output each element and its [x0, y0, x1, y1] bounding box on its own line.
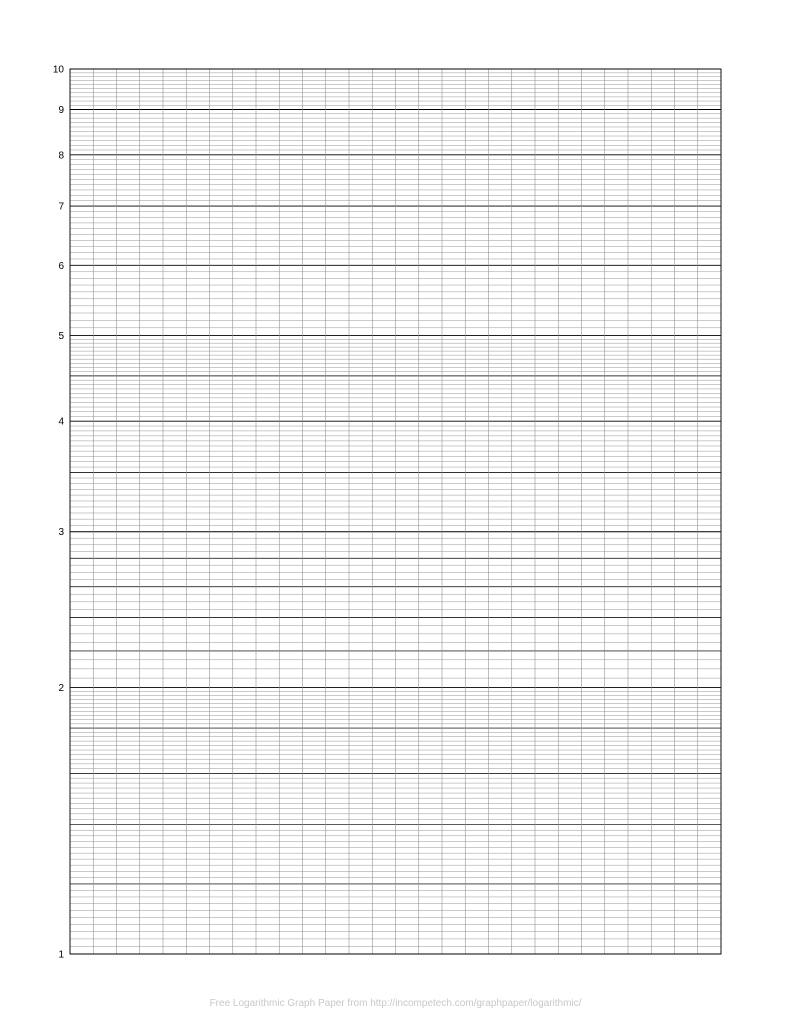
y-tick-label: 1: [58, 949, 64, 961]
y-tick-label: 2: [58, 683, 64, 695]
footer-credit: Free Logarithmic Graph Paper from http://incompetech.com/graphpaper/logarithmic/: [209, 998, 582, 1009]
y-tick-label: 4: [58, 416, 64, 428]
y-tick-label: 3: [58, 527, 64, 539]
vertical-grid-lines: [70, 69, 721, 954]
y-tick-label: 7: [58, 201, 64, 213]
y-tick-label: 6: [58, 260, 64, 272]
y-axis-labels: [53, 65, 65, 961]
y-tick-label: 5: [58, 330, 64, 342]
y-tick-label: 9: [58, 104, 64, 116]
y-tick-label: 8: [58, 150, 64, 162]
y-tick-label: 10: [52, 64, 64, 76]
